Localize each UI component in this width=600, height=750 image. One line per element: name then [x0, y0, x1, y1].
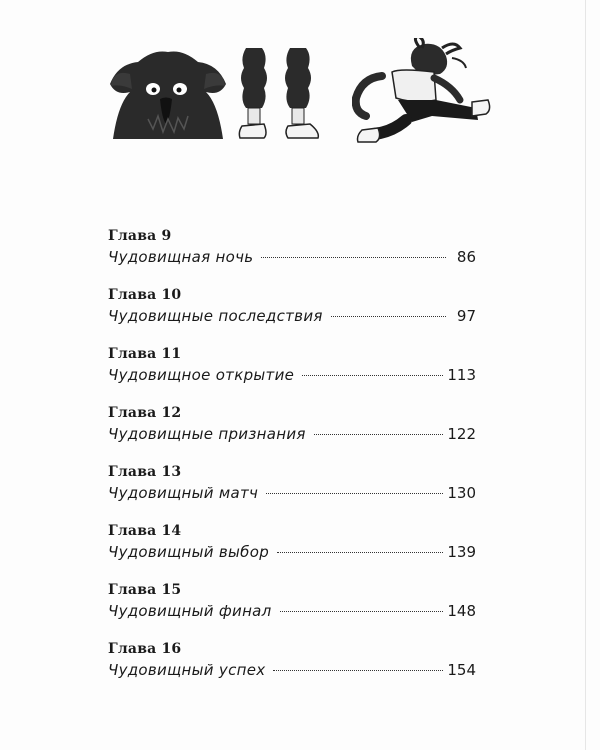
dog-head-icon — [108, 44, 228, 144]
dot-leader — [273, 670, 443, 671]
toc-entry[interactable] — [108, 286, 476, 345]
running-monster-icon — [352, 38, 492, 148]
chapter-title: Чудовищный матч — [108, 484, 259, 502]
furry-legs-sneakers-icon — [236, 48, 326, 148]
page-number: 148 — [447, 602, 476, 620]
chapter-label: Глава 14 — [108, 523, 182, 539]
page-number: 113 — [447, 366, 476, 384]
toc-entry[interactable] — [108, 581, 476, 640]
page-number: 130 — [447, 484, 476, 502]
page-edge — [585, 0, 586, 750]
page-number: 139 — [447, 543, 476, 561]
illustration-row — [108, 38, 493, 148]
dot-leader — [261, 257, 446, 258]
chapter-label: Глава 10 — [108, 287, 182, 303]
chapter-title: Чудовищные последствия — [108, 307, 323, 325]
toc-entry[interactable] — [108, 640, 476, 699]
chapter-label: Глава 16 — [108, 641, 182, 657]
chapter-title: Чудовищный успех — [108, 661, 266, 679]
chapter-title: Чудовищный выбор — [108, 543, 270, 561]
toc-entry[interactable] — [108, 404, 476, 463]
page-number: 122 — [447, 425, 476, 443]
dot-leader — [302, 375, 443, 376]
dot-leader — [266, 493, 443, 494]
dot-leader — [280, 611, 444, 612]
chapter-label: Глава 11 — [108, 346, 182, 362]
table-of-contents — [108, 227, 476, 699]
chapter-title: Чудовищная ночь — [108, 248, 254, 266]
page-number: 86 — [456, 248, 476, 266]
toc-entry[interactable] — [108, 227, 476, 286]
page-number: 97 — [456, 307, 476, 325]
toc-entry[interactable] — [108, 463, 476, 522]
chapter-title: Чудовищные признания — [108, 425, 306, 443]
dot-leader — [277, 552, 443, 553]
chapter-label: Глава 13 — [108, 464, 182, 480]
chapter-label: Глава 15 — [108, 582, 182, 598]
chapter-title: Чудовищное открытие — [108, 366, 295, 384]
toc-entry[interactable] — [108, 522, 476, 581]
chapter-title: Чудовищный финал — [108, 602, 272, 620]
dot-leader — [314, 434, 444, 435]
chapter-label: Глава 12 — [108, 405, 182, 421]
dot-leader — [331, 316, 446, 317]
page-number: 154 — [447, 661, 476, 679]
toc-entry[interactable] — [108, 345, 476, 404]
chapter-label: Глава 9 — [108, 228, 172, 244]
